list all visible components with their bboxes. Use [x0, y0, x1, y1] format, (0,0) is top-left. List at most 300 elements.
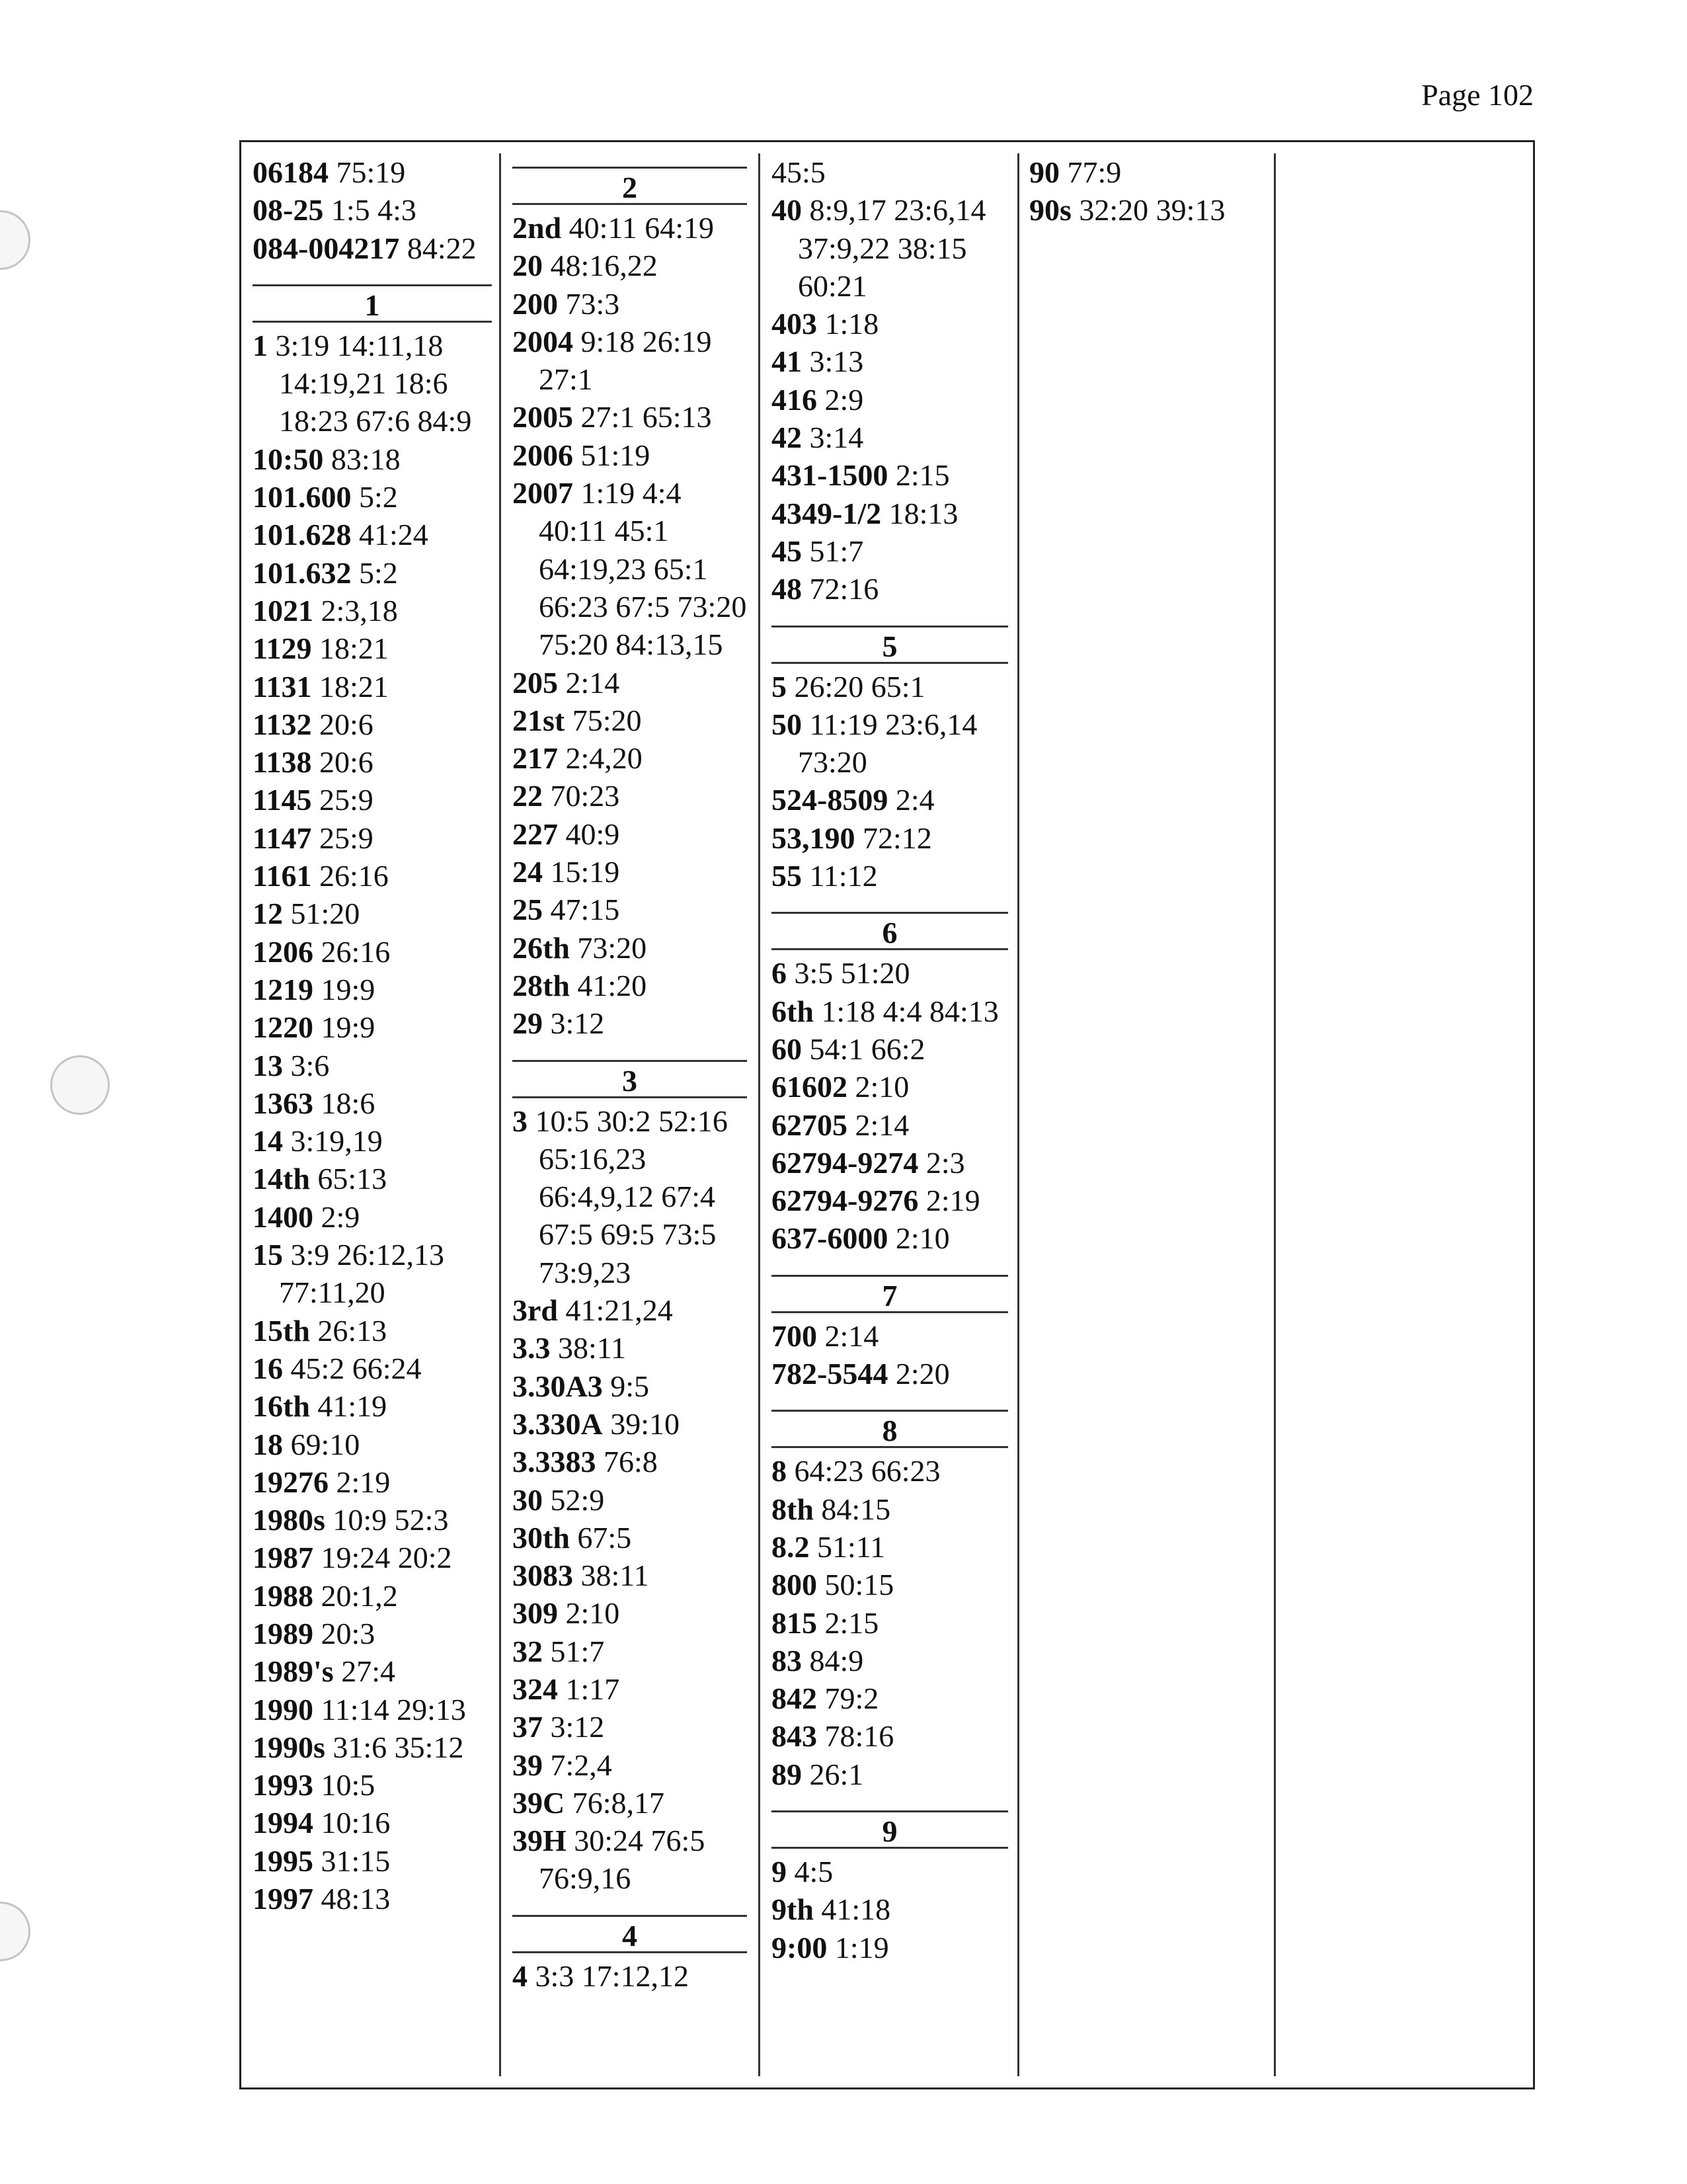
index-entry — [771, 1717, 1008, 1755]
index-entry — [253, 1122, 492, 1160]
page-line-refs: 8:9,17 23:6,14 37:9,22 38:15 60:21 — [798, 193, 986, 303]
index-term: 22 — [512, 779, 543, 813]
index-term: 20 — [512, 249, 543, 283]
index-entry — [771, 1317, 1008, 1355]
index-entry — [512, 1822, 747, 1898]
index-term: 4 — [512, 1959, 528, 1993]
index-term: 1131 — [253, 669, 312, 704]
page-line-refs: 18:21 — [319, 669, 389, 704]
page-line-refs: 9:5 — [610, 1369, 650, 1403]
page-line-refs: 9:18 26:19 27:1 — [539, 324, 712, 397]
index-entry — [512, 1443, 747, 1480]
page-line-refs: 41:20 — [577, 968, 647, 1002]
page-line-refs: 51:7 — [550, 1634, 605, 1668]
index-term: 1994 — [253, 1806, 313, 1840]
index-entry — [253, 1160, 492, 1197]
index-entry — [771, 532, 1008, 570]
index-entry — [253, 327, 492, 440]
index-term: 782-5544 — [771, 1357, 888, 1391]
page-line-refs: 3:14 — [809, 421, 864, 455]
index-term: 6 — [771, 956, 787, 991]
index-entry — [1029, 153, 1261, 191]
index-entry — [253, 1842, 492, 1880]
index-entry — [771, 419, 1008, 456]
page-line-refs: 1:19 4:4 40:11 45:1 64:19,23 65:1 66:23 67:5 73:20 75:20 84:13,15 — [539, 476, 747, 662]
index-entry — [1029, 191, 1261, 229]
index-term: 60 — [771, 1031, 802, 1066]
index-term: 9th — [771, 1892, 814, 1927]
page-line-refs: 10:5 30:2 52:16 65:16,23 66:4,9,12 67:4 67:5 69:5 73:5 73:9,23 — [535, 1104, 728, 1289]
index-term: 39 — [512, 1748, 543, 1782]
page-line-refs: 11:19 23:6,14 73:20 — [798, 707, 978, 780]
index-entry — [771, 1182, 1008, 1219]
page-number: Page 102 — [1421, 78, 1534, 112]
index-term: 12 — [253, 897, 283, 931]
index-term: 90 — [1029, 155, 1060, 189]
section-heading: 5 — [771, 626, 1008, 664]
index-entry — [253, 1615, 492, 1652]
index-term: 53,190 — [771, 821, 855, 855]
index-entry — [512, 853, 747, 891]
index-term: 1220 — [253, 1010, 313, 1045]
column-divider — [1274, 153, 1276, 2076]
index-entry — [512, 1633, 747, 1670]
page-line-refs: 48:16,22 — [550, 249, 658, 283]
index-column-3 — [771, 153, 1008, 2076]
index-term: 21st — [512, 703, 565, 737]
page-line-refs: 2:15 — [824, 1605, 879, 1640]
page-line-refs: 2:9 — [824, 382, 864, 417]
index-entry — [771, 1030, 1008, 1068]
index-column-1 — [253, 153, 492, 2076]
index-term: 61602 — [771, 1070, 847, 1104]
index-entry — [512, 1784, 747, 1822]
index-entry — [512, 891, 747, 928]
index-entry — [771, 191, 1008, 305]
page-line-refs: 18:13 — [888, 496, 959, 530]
page-line-refs: 41:19 — [317, 1389, 387, 1424]
index-entry — [771, 1106, 1008, 1144]
page-line-refs: 4:5 — [794, 1854, 834, 1888]
index-term: 1219 — [253, 972, 313, 1006]
index-term: 1990 — [253, 1692, 313, 1726]
index-term: 83 — [771, 1643, 802, 1678]
index-term: 1993 — [253, 1768, 313, 1802]
index-entry — [253, 933, 492, 971]
index-term: 28th — [512, 968, 570, 1002]
index-entry — [512, 1957, 747, 1995]
page-line-refs: 2:10 — [565, 1596, 620, 1631]
column-divider — [758, 153, 760, 2076]
page-line-refs: 20:6 — [319, 707, 373, 741]
index-entry — [253, 478, 492, 516]
page-line-refs: 25:9 — [319, 783, 373, 817]
page-line-refs: 11:14 29:13 — [321, 1692, 466, 1726]
index-term: 205 — [512, 665, 558, 700]
index-entry — [771, 1490, 1008, 1528]
page-line-refs: 18:6 — [321, 1086, 375, 1120]
index-entry — [512, 1670, 747, 1708]
index-term: 3.3383 — [512, 1445, 596, 1479]
page-line-refs: 83:18 — [331, 442, 401, 476]
index-term: 24 — [512, 855, 543, 889]
page-line-refs: 18:21 — [319, 631, 389, 666]
index-term: 48 — [771, 572, 802, 606]
page-line-refs: 72:12 — [863, 821, 932, 855]
index-term: 1990s — [253, 1730, 325, 1764]
index-entry — [771, 992, 1008, 1030]
page-line-refs: 50:15 — [824, 1568, 894, 1602]
index-entry — [771, 706, 1008, 782]
index-term: 9 — [771, 1854, 787, 1888]
page-line-refs: 26:1 — [809, 1757, 864, 1791]
page-line-refs: 69:10 — [290, 1427, 360, 1461]
index-term: 403 — [771, 307, 817, 341]
page-line-refs: 3:19,19 — [290, 1124, 383, 1158]
index-term: 1997 — [253, 1882, 313, 1916]
index-entry — [253, 592, 492, 629]
index-term: 9:00 — [771, 1930, 828, 1964]
index-term: 2007 — [512, 476, 573, 510]
index-entry — [253, 1501, 492, 1539]
index-term: 1989's — [253, 1654, 334, 1689]
index-term: 8 — [771, 1454, 787, 1488]
page-line-refs: 26:20 65:1 — [794, 669, 925, 704]
index-entry — [253, 1008, 492, 1046]
section-heading: 4 — [512, 1915, 747, 1953]
page-line-refs: 47:15 — [550, 893, 620, 927]
index-term: 1363 — [253, 1086, 313, 1120]
index-entry — [253, 153, 492, 191]
page-line-refs: 2:4,20 — [565, 741, 643, 776]
index-entry — [512, 1594, 747, 1632]
index-entry — [512, 1102, 747, 1291]
index-term: 15 — [253, 1238, 283, 1272]
index-term: 1145 — [253, 783, 312, 817]
index-entry — [771, 819, 1008, 857]
index-term: 1132 — [253, 707, 312, 741]
index-term: 40 — [771, 193, 802, 227]
index-entry — [253, 1236, 492, 1312]
index-term: 842 — [771, 1681, 817, 1716]
index-column-4 — [1029, 153, 1261, 2076]
index-entry — [512, 1405, 747, 1443]
index-term: 14th — [253, 1162, 310, 1196]
index-term: 1147 — [253, 821, 312, 855]
page-line-refs: 19:24 20:2 — [321, 1541, 452, 1575]
index-term: 15th — [253, 1313, 310, 1348]
index-term: 3.3 — [512, 1331, 551, 1365]
page-line-refs: 51:20 — [290, 897, 360, 931]
page-line-refs: 73:20 — [577, 930, 647, 965]
binder-punch-hole-top — [0, 210, 30, 270]
page-line-refs: 75:19 — [336, 155, 406, 189]
index-entry — [253, 229, 492, 267]
index-entry — [253, 971, 492, 1008]
index-term: 815 — [771, 1605, 817, 1640]
section-heading: 7 — [771, 1275, 1008, 1313]
index-entry — [253, 706, 492, 743]
page-line-refs: 1:5 4:3 — [331, 193, 416, 227]
index-entry — [253, 1539, 492, 1576]
index-term: 101.632 — [253, 555, 352, 590]
index-entry — [512, 1004, 747, 1042]
page-line-refs: 19:9 — [321, 1010, 375, 1045]
page-line-refs: 84:9 — [809, 1643, 864, 1678]
page-line-refs: 20:6 — [319, 745, 373, 780]
page-line-refs: 40:9 — [565, 817, 620, 851]
index-entry — [253, 1766, 492, 1804]
page-line-refs: 20:3 — [321, 1616, 375, 1650]
index-entry — [253, 1426, 492, 1463]
page-line-refs: 26:13 — [317, 1313, 387, 1348]
index-entry — [253, 1728, 492, 1766]
page-line-refs: 2:4 — [895, 783, 935, 817]
index-entry — [253, 1691, 492, 1728]
page-line-refs: 19:9 — [321, 972, 375, 1006]
index-entry — [253, 895, 492, 932]
page-line-refs: 10:9 52:3 — [333, 1503, 449, 1537]
index-term: 2004 — [512, 324, 573, 358]
index-term: 6th — [771, 994, 814, 1028]
index-entry — [512, 285, 747, 323]
page-line-refs: 2:10 — [855, 1070, 910, 1104]
index-entry — [253, 1804, 492, 1841]
index-entry — [253, 668, 492, 706]
index-term: 843 — [771, 1719, 817, 1754]
index-entry — [253, 1652, 492, 1690]
page-line-refs: 51:7 — [809, 534, 864, 568]
index-entry — [253, 1084, 492, 1122]
page-line-refs: 10:5 — [321, 1768, 375, 1802]
page-line-refs: 54:1 66:2 — [809, 1031, 925, 1066]
index-entry — [771, 495, 1008, 532]
index-entry — [253, 554, 492, 592]
index-term: 30th — [512, 1520, 570, 1555]
page-line-refs: 48:13 — [321, 1882, 391, 1916]
index-term: 324 — [512, 1672, 558, 1706]
page-line-refs: 26:16 — [321, 934, 391, 969]
index-entry — [512, 1746, 747, 1784]
index-term: 41 — [771, 344, 802, 379]
index-term: 10:50 — [253, 442, 324, 476]
index-term: 62794-9274 — [771, 1145, 919, 1180]
index-term: 217 — [512, 741, 558, 776]
index-entry — [253, 857, 492, 895]
index-term: 62794-9276 — [771, 1184, 919, 1218]
index-entry — [771, 1528, 1008, 1566]
index-term: 18 — [253, 1427, 283, 1461]
index-term: 62705 — [771, 1108, 847, 1142]
page-line-refs: 25:9 — [319, 821, 373, 855]
index-term: 39H — [512, 1824, 567, 1858]
index-term: 3.30A3 — [512, 1369, 603, 1403]
page-line-refs: 79:2 — [824, 1681, 879, 1716]
index-term: 06184 — [253, 155, 329, 189]
index-term: 1129 — [253, 631, 312, 666]
page-line-refs: 30:24 76:5 76:9,16 — [539, 1824, 705, 1896]
page-line-refs: 45:5 — [771, 155, 826, 189]
page-line-refs: 3:6 — [290, 1048, 330, 1082]
index-entry — [512, 323, 747, 399]
index-term: 13 — [253, 1048, 283, 1082]
page-line-refs: 3:12 — [550, 1710, 605, 1744]
index-entry — [771, 153, 1008, 191]
index-entry — [253, 819, 492, 857]
index-entry — [771, 1355, 1008, 1393]
section-heading: 1 — [253, 284, 492, 323]
index-entry — [771, 381, 1008, 419]
page-line-refs: 27:1 65:13 — [580, 400, 712, 434]
page-line-refs: 2:14 — [824, 1318, 879, 1353]
index-entry — [512, 209, 747, 247]
index-entry — [771, 1452, 1008, 1490]
index-entry — [253, 743, 492, 781]
index-term: 101.600 — [253, 480, 352, 514]
index-entry — [771, 456, 1008, 494]
index-term: 16th — [253, 1389, 310, 1424]
index-term: 14 — [253, 1124, 283, 1158]
index-entry — [771, 1219, 1008, 1257]
page-line-refs: 41:24 — [359, 518, 428, 552]
page-line-refs: 7:2,4 — [550, 1748, 612, 1782]
page-line-refs: 65:13 — [317, 1162, 387, 1196]
index-entry — [253, 191, 492, 229]
page-line-refs: 26:16 — [319, 859, 389, 893]
index-entry — [253, 1312, 492, 1350]
index-term: 30 — [512, 1482, 543, 1517]
page-line-refs: 75:20 — [572, 703, 642, 737]
page-line-refs: 3:13 — [809, 344, 864, 379]
index-entry — [771, 305, 1008, 343]
index-term: 37 — [512, 1710, 543, 1744]
index-term: 8.2 — [771, 1529, 810, 1564]
index-term: 5 — [771, 669, 787, 704]
index-term: 2nd — [512, 211, 562, 245]
index-term: 200 — [512, 286, 558, 321]
index-term: 3083 — [512, 1558, 573, 1593]
page-line-refs: 2:14 — [565, 665, 620, 700]
index-entry — [512, 777, 747, 815]
index-term: 89 — [771, 1757, 802, 1791]
index-entry — [771, 1068, 1008, 1106]
page-line-refs: 38:11 — [558, 1331, 627, 1365]
index-entry — [512, 1481, 747, 1519]
index-entry — [771, 1642, 1008, 1679]
index-entry — [253, 1047, 492, 1084]
page-line-refs: 15:19 — [550, 855, 620, 889]
index-term: 227 — [512, 817, 558, 851]
index-term: 29 — [512, 1006, 543, 1041]
index-term: 08-25 — [253, 193, 324, 227]
index-term: 431-1500 — [771, 458, 888, 493]
page-line-refs: 72:16 — [809, 572, 879, 606]
index-entry — [771, 570, 1008, 608]
index-entry — [771, 1853, 1008, 1890]
page-line-refs: 84:15 — [821, 1492, 891, 1526]
index-term: 1980s — [253, 1503, 325, 1537]
index-entry — [512, 1519, 747, 1557]
index-entry — [771, 954, 1008, 992]
binder-punch-hole-middle — [50, 1055, 110, 1115]
page-line-refs: 39:10 — [610, 1406, 680, 1441]
section-heading: 9 — [771, 1810, 1008, 1849]
index-entry — [253, 1463, 492, 1501]
index-entry — [512, 1708, 747, 1746]
section-heading: 6 — [771, 912, 1008, 950]
index-term: 1138 — [253, 745, 312, 780]
index-entry — [253, 1577, 492, 1615]
page-line-refs: 31:6 35:12 — [333, 1730, 464, 1764]
index-entry — [253, 1198, 492, 1236]
index-term: 1 — [253, 328, 268, 362]
index-entry — [253, 1387, 492, 1425]
index-term: 084-004217 — [253, 231, 400, 265]
index-term: 26th — [512, 930, 570, 965]
index-entry — [512, 815, 747, 853]
page-line-refs: 41:18 — [821, 1892, 891, 1927]
column-divider — [1017, 153, 1019, 2076]
index-term: 1021 — [253, 593, 313, 627]
page-line-refs: 3:5 51:20 — [794, 956, 910, 991]
binder-punch-hole-bottom — [0, 1902, 30, 1961]
page-line-refs: 51:11 — [817, 1529, 886, 1564]
index-entry — [512, 436, 747, 474]
index-entry — [512, 1329, 747, 1367]
index-entry — [512, 247, 747, 284]
page-line-refs: 2:10 — [895, 1221, 950, 1256]
index-entry — [512, 1367, 747, 1405]
index-term: 45 — [771, 534, 802, 568]
index-entry — [771, 668, 1008, 706]
index-term: 524-8509 — [771, 783, 888, 817]
index-term: 50 — [771, 707, 802, 741]
index-term: 2006 — [512, 438, 573, 472]
column-divider — [499, 153, 501, 2076]
index-term: 1988 — [253, 1578, 313, 1613]
index-term: 1206 — [253, 934, 313, 969]
page-line-refs: 78:16 — [824, 1719, 894, 1754]
index-entry — [512, 739, 747, 777]
page-line-refs: 3:12 — [550, 1006, 605, 1041]
index-term: 1161 — [253, 859, 312, 893]
page-line-refs: 45:2 66:24 — [290, 1351, 422, 1385]
section-heading: 3 — [512, 1060, 747, 1098]
index-entry — [512, 967, 747, 1004]
page-line-refs: 5:2 — [359, 480, 398, 514]
index-entry — [771, 857, 1008, 895]
page-line-refs: 2:3 — [925, 1145, 965, 1180]
page-line-refs: 76:8,17 — [572, 1785, 665, 1820]
index-entry — [771, 1144, 1008, 1182]
index-term: 3.330A — [512, 1406, 603, 1441]
index-term: 42 — [771, 421, 802, 455]
index-term: 3rd — [512, 1293, 558, 1328]
page-line-refs: 67:5 — [577, 1520, 632, 1555]
page-line-refs: 1:18 — [824, 307, 879, 341]
page-line-refs: 41:21,24 — [565, 1293, 673, 1328]
index-entry — [771, 1890, 1008, 1928]
page-line-refs: 2:19 — [336, 1465, 391, 1499]
index-term: 8th — [771, 1492, 814, 1526]
index-entry — [512, 702, 747, 739]
index-term: 1987 — [253, 1541, 313, 1575]
index-term: 90s — [1029, 193, 1072, 227]
page-line-refs: 27:4 — [341, 1654, 395, 1689]
page-line-refs: 52:9 — [550, 1482, 605, 1517]
index-term: 700 — [771, 1318, 817, 1353]
page-line-refs: 1:19 — [834, 1930, 889, 1964]
